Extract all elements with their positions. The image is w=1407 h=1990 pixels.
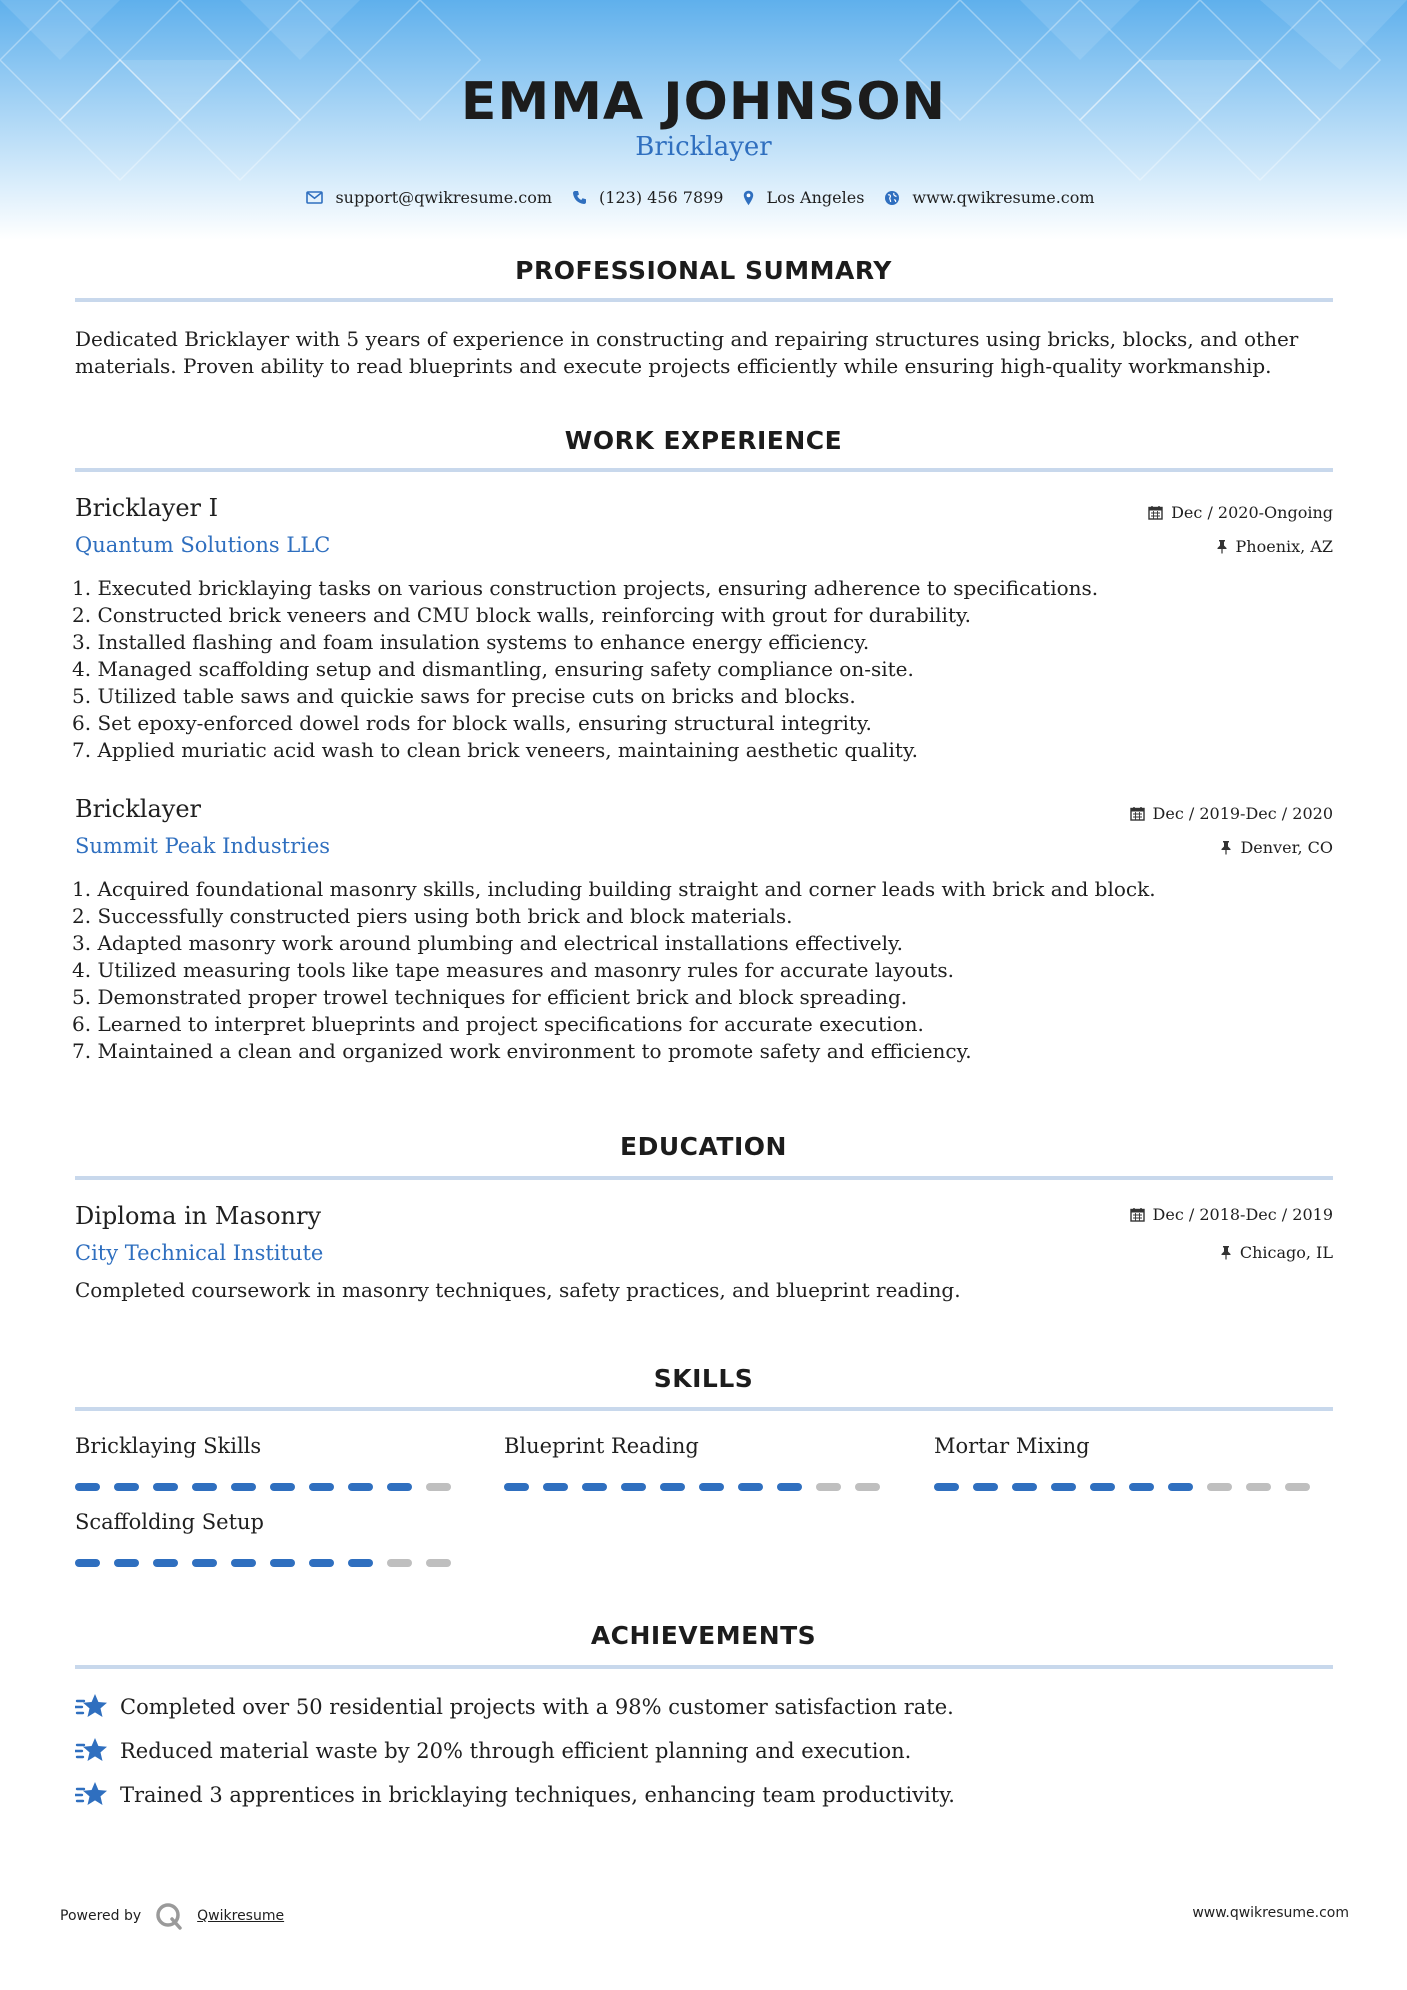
achievement-item [75, 1780, 955, 1810]
pushpin-icon [1220, 1245, 1232, 1260]
job-dates [1130, 804, 1333, 823]
footer-powered-by [60, 1902, 284, 1930]
candidate-role: Bricklayer [635, 132, 772, 162]
job-company: Summit Peak Industries [75, 834, 331, 858]
job-title: Bricklayer I [75, 494, 219, 522]
list-item: 7. Applied muriatic acid wash to clean brick veneers, maintaining aesthetic quality. [72, 738, 918, 762]
skill-dash-empty [426, 1559, 451, 1567]
skill-dash-filled [738, 1483, 763, 1491]
education-degree: Diploma in Masonry [75, 1202, 321, 1230]
skill-dash-filled [1012, 1483, 1037, 1491]
skill-level-meter [75, 1559, 451, 1567]
achievement-text: Reduced material waste by 20% through efficient planning and execution. [120, 1739, 912, 1763]
skill-dash-filled [114, 1483, 139, 1491]
skill-dash-filled [387, 1483, 412, 1491]
skill-dash-filled [153, 1559, 178, 1567]
list-item: 1. Acquired foundational masonry skills, including building straight and corner leads with brick and block. [72, 877, 1156, 901]
skill-dash-filled [973, 1483, 998, 1491]
experience-divider [75, 468, 1333, 472]
job-location-text: Denver, CO [1240, 838, 1333, 857]
skill-level-meter [504, 1483, 880, 1491]
skill-dash-filled [309, 1559, 334, 1567]
skill-name: Scaffolding Setup [75, 1510, 264, 1534]
star-icon [75, 1692, 108, 1722]
globe-icon [884, 190, 900, 206]
list-item: 3. Adapted masonry work around plumbing and electrical installations effectively. [72, 931, 904, 955]
experience-heading: WORK EXPERIENCE [564, 426, 843, 455]
list-item: 2. Constructed brick veneers and CMU block walls, reinforcing with grout for durability. [72, 603, 971, 627]
phone-icon [572, 190, 587, 205]
skill-dash-filled [270, 1483, 295, 1491]
contact-bar [0, 188, 1407, 207]
list-item: 7. Maintained a clean and organized work environment to promote safety and efficiency. [72, 1039, 972, 1063]
education-description: Completed coursework in masonry techniques, safety practices, and blueprint reading. [75, 1278, 961, 1302]
contact-phone[interactable] [572, 188, 723, 207]
achievements-divider [75, 1665, 1333, 1669]
skill-level-meter [75, 1483, 451, 1491]
education-location [1220, 1243, 1333, 1262]
contact-website[interactable] [884, 188, 1094, 207]
job-company: Quantum Solutions LLC [75, 533, 331, 557]
education-dates-text: Dec / 2018-Dec / 2019 [1152, 1205, 1333, 1224]
list-item: 2. Successfully constructed piers using both brick and block materials. [72, 904, 793, 928]
skill-dash-filled [75, 1559, 100, 1567]
skill-dash-empty [1207, 1483, 1232, 1491]
job-location [1220, 838, 1333, 857]
list-item: 1. Executed bricklaying tasks on various construction projects, ensuring adherence to specifications. [72, 576, 1099, 600]
skill-dash-filled [504, 1483, 529, 1491]
skill-dash-filled [582, 1483, 607, 1491]
education-school: City Technical Institute [75, 1241, 324, 1265]
contact-website-text: www.qwikresume.com [912, 188, 1095, 207]
calendar-icon [1130, 1207, 1145, 1222]
summary-divider [75, 298, 1333, 302]
skill-name: Blueprint Reading [504, 1434, 699, 1458]
list-item: 4. Managed scaffolding setup and dismantling, ensuring safety compliance on-site. [72, 657, 914, 681]
job-duties-list [72, 575, 1322, 764]
calendar-icon [1148, 505, 1163, 520]
skill-dash-filled [1090, 1483, 1115, 1491]
skill-dash-empty [855, 1483, 880, 1491]
achievement-text: Completed over 50 residential projects with a 98% customer satisfaction rate. [120, 1695, 954, 1719]
map-pin-icon [743, 190, 754, 206]
list-item: 6. Learned to interpret blueprints and project specifications for accurate execution. [72, 1012, 924, 1036]
skills-divider [75, 1407, 1333, 1411]
skill-dash-filled [309, 1483, 334, 1491]
skill-dash-empty [387, 1559, 412, 1567]
contact-phone-text: (123) 456 7899 [599, 188, 724, 207]
skills-heading: SKILLS [653, 1364, 754, 1393]
skill-dash-filled [114, 1559, 139, 1567]
contact-location [743, 188, 864, 207]
skill-dash-filled [231, 1483, 256, 1491]
list-item: 5. Demonstrated proper trowel techniques for efficient brick and block spreading. [72, 985, 908, 1009]
contact-location-text: Los Angeles [766, 188, 865, 207]
contact-email-text: support@qwikresume.com [335, 188, 553, 207]
star-icon [75, 1780, 108, 1810]
skill-dash-filled [348, 1559, 373, 1567]
powered-by-label: Powered by [60, 1908, 142, 1924]
skill-dash-filled [348, 1483, 373, 1491]
pushpin-icon [1220, 840, 1232, 855]
skill-dash-filled [75, 1483, 100, 1491]
skill-level-meter [934, 1483, 1310, 1491]
job-location-text: Phoenix, AZ [1235, 537, 1333, 556]
list-item: 6. Set epoxy-enforced dowel rods for block walls, ensuring structural integrity. [72, 711, 872, 735]
education-location-text: Chicago, IL [1239, 1243, 1333, 1262]
skill-dash-filled [270, 1559, 295, 1567]
skill-dash-filled [660, 1483, 685, 1491]
skill-name: Bricklaying Skills [75, 1434, 262, 1458]
footer-website[interactable]: www.qwikresume.com [1192, 1905, 1349, 1921]
achievements-heading: ACHIEVEMENTS [590, 1621, 817, 1650]
job-location [1216, 537, 1333, 556]
skill-dash-filled [934, 1483, 959, 1491]
achievement-item [75, 1692, 954, 1722]
summary-heading: PROFESSIONAL SUMMARY [515, 256, 892, 285]
skill-dash-empty [1246, 1483, 1271, 1491]
skill-dash-filled [192, 1483, 217, 1491]
skill-dash-filled [153, 1483, 178, 1491]
job-duties-list [72, 876, 1322, 1065]
calendar-icon [1130, 806, 1145, 821]
education-dates [1130, 1205, 1333, 1224]
skill-dash-empty [426, 1483, 451, 1491]
job-dates-text: Dec / 2020-Ongoing [1171, 503, 1333, 522]
job-dates [1148, 503, 1333, 522]
contact-email[interactable] [306, 188, 552, 207]
list-item: 5. Utilized table saws and quickie saws for precise cuts on bricks and blocks. [72, 684, 856, 708]
list-item: 4. Utilized measuring tools like tape measures and masonry rules for accurate layouts. [72, 958, 955, 982]
skill-dash-filled [543, 1483, 568, 1491]
education-heading: EDUCATION [620, 1132, 787, 1161]
job-dates-text: Dec / 2019-Dec / 2020 [1152, 804, 1333, 823]
skill-name: Mortar Mixing [934, 1434, 1090, 1458]
job-title: Bricklayer [75, 795, 201, 823]
star-icon [75, 1736, 108, 1766]
pushpin-icon [1216, 539, 1228, 554]
skill-dash-filled [777, 1483, 802, 1491]
qwikresume-logo-icon [155, 1902, 183, 1930]
list-item: 3. Installed flashing and foam insulation systems to enhance energy efficiency. [72, 630, 870, 654]
skill-dash-filled [621, 1483, 646, 1491]
skill-dash-filled [192, 1559, 217, 1567]
skill-dash-filled [699, 1483, 724, 1491]
skill-dash-filled [1051, 1483, 1076, 1491]
achievement-item [75, 1736, 911, 1766]
candidate-name: EMMA JOHNSON [460, 72, 947, 132]
summary-text: Dedicated Bricklayer with 5 years of experience in constructing and repairing structures using bricks, blocks, and other materials. Proven ability to read blueprints and execute projects efficiently while ensuring high-quality workmanship. [75, 327, 1299, 378]
skill-dash-filled [1168, 1483, 1193, 1491]
skill-dash-filled [231, 1559, 256, 1567]
envelope-icon [306, 191, 323, 204]
qwikresume-link[interactable]: Qwikresume [197, 1908, 285, 1924]
education-divider [75, 1176, 1333, 1180]
achievement-text: Trained 3 apprentices in bricklaying techniques, enhancing team productivity. [120, 1783, 955, 1807]
skill-dash-empty [1285, 1483, 1310, 1491]
skill-dash-empty [816, 1483, 841, 1491]
skill-dash-filled [1129, 1483, 1154, 1491]
